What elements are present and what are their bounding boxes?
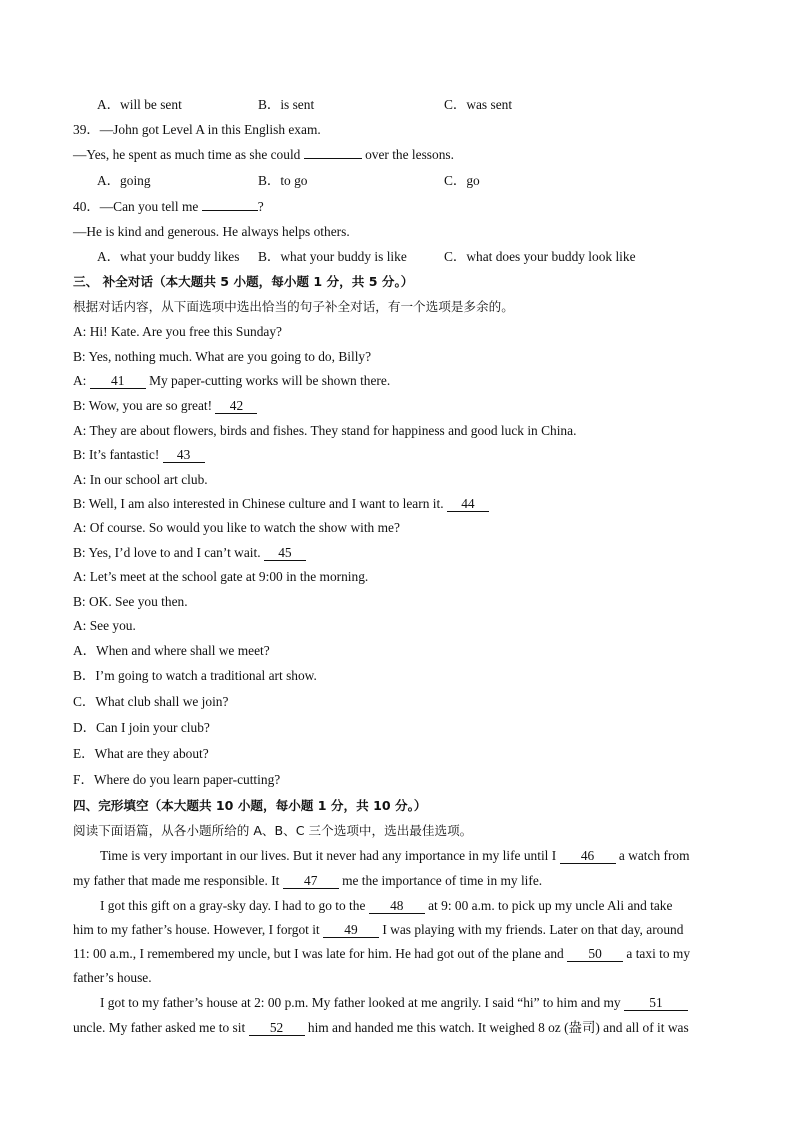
passage-line: I got this gift on a gray-sky day. I had to go to the 48 at 9: 00 a.m. to pick up my uncle Ali and take	[100, 898, 673, 913]
dialogue-line: A: Let’s meet at the school gate at 9:00 in the morning.	[73, 569, 369, 584]
section4-heading: 四、完形填空（本大题共 10 小题，每小题 1 分，共 10 分。）	[73, 798, 427, 813]
dialogue-line: B: OK. See you then.	[73, 594, 188, 609]
option-a: A．When and where shall we meet?	[73, 643, 270, 658]
q38-option-c: C．was sent	[444, 97, 513, 112]
dialogue-line: B: Yes, I’d love to and I can’t wait. 45	[73, 545, 306, 561]
dialogue-line: A: In our school art club.	[73, 472, 208, 487]
blank-52: 52	[249, 1021, 305, 1036]
option-b: B．I’m going to watch a traditional art show.	[73, 668, 317, 683]
blank-42: 42	[215, 399, 257, 414]
q39-option-b: B．to go	[258, 173, 308, 188]
q39-option-c: C．go	[444, 173, 480, 188]
option-d: D．Can I join your club?	[73, 720, 210, 735]
q40-option-c: C．what does your buddy look like	[444, 249, 636, 264]
dialogue-line: A: See you.	[73, 618, 136, 633]
blank-51: 51	[624, 996, 688, 1011]
option-c: C．What club shall we join?	[73, 694, 229, 709]
blank-45: 45	[264, 546, 306, 561]
answer-blank	[202, 210, 258, 211]
blank-47: 47	[283, 874, 339, 889]
passage-line: uncle. My father asked me to sit 52 him and handed me this watch. It weighed 8 oz (盎司) and all of it was	[73, 1020, 689, 1035]
option-e: E．What are they about?	[73, 746, 209, 761]
passage-line: 11: 00 a.m., I remembered my uncle, but I was late for him. He had got out of the plane and 50 a taxi to my	[73, 946, 691, 961]
dialogue-line: A: 41 My paper-cutting works will be shown there.	[73, 373, 391, 388]
q39-line2: —Yes, he spent as much time as she could over the lessons.	[73, 147, 454, 162]
section3-heading: 三、 补全对话（本大题共 5 小题，每小题 1 分，共 5 分。）	[73, 274, 414, 289]
passage-line: father’s house.	[73, 970, 152, 985]
blank-44: 44	[447, 497, 489, 512]
dialogue-line: A: Of course. So would you like to watch the show with me?	[73, 520, 400, 535]
q38-option-a: A．will be sent	[97, 97, 182, 112]
dialogue-line: A: They are about flowers, birds and fishes. They stand for happiness and good luck in China.	[73, 423, 577, 438]
blank-41: 41	[90, 374, 146, 389]
q40-stem: 40．—Can you tell me ?	[73, 199, 264, 214]
blank-50: 50	[567, 947, 623, 962]
section3-instruction: 根据对话内容，从下面选项中选出恰当的句子补全对话，有一个选项是多余的。	[73, 299, 514, 314]
q39-option-a: A．going	[97, 173, 151, 188]
passage-line: Time is very important in our lives. But it never had any importance in my life until I 46 a watch from	[100, 848, 690, 863]
dialogue-line: B: It’s fantastic! 43	[73, 447, 205, 463]
blank-43: 43	[163, 448, 205, 463]
blank-48: 48	[369, 899, 425, 914]
dialogue-line: B: Wow, you are so great! 42	[73, 398, 257, 414]
answer-blank	[304, 158, 362, 159]
q40-line2: —He is kind and generous. He always helps others.	[73, 224, 350, 239]
q38-option-b: B．is sent	[258, 97, 315, 112]
q40-option-a: A．what your buddy likes	[97, 249, 240, 264]
option-f: F．Where do you learn paper-cutting?	[73, 772, 281, 787]
passage-line: my father that made me responsible. It 47 me the importance of time in my life.	[73, 873, 543, 888]
blank-49: 49	[323, 923, 379, 938]
dialogue-line: B: Yes, nothing much. What are you going to do, Billy?	[73, 349, 372, 364]
section4-instruction: 阅读下面语篇，从各小题所给的 A、B、C 三个选项中，选出最佳选项。	[73, 823, 473, 838]
q39-stem: 39．—John got Level A in this English exam.	[73, 122, 321, 137]
q40-option-b: B．what your buddy is like	[258, 249, 407, 264]
passage-line: I got to my father’s house at 2: 00 p.m. My father looked at me angrily. I said “hi” to him and my 51	[100, 995, 688, 1011]
dialogue-line: A: Hi! Kate. Are you free this Sunday?	[73, 324, 282, 339]
dialogue-line: B: Well, I am also interested in Chinese culture and I want to learn it. 44	[73, 496, 489, 512]
blank-46: 46	[560, 849, 616, 864]
passage-line: him to my father’s house. However, I forgot it 49 I was playing with my friends. Later on that day, around	[73, 922, 684, 937]
